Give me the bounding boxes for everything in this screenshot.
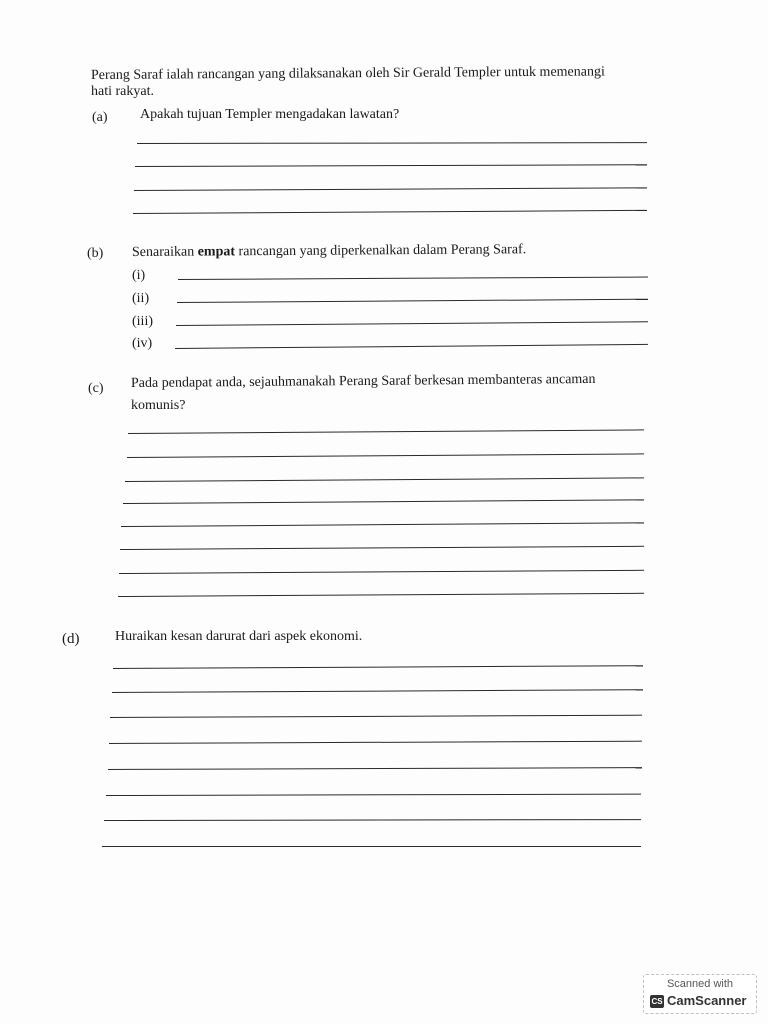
answer-line-d-8[interactable] — [102, 846, 641, 847]
question-b-item-ii: (ii) — [132, 291, 150, 306]
answer-line-c-3[interactable] — [125, 477, 644, 482]
answer-line-c-8[interactable] — [118, 593, 644, 597]
intro-line-2: hati rakyat. — [91, 84, 154, 99]
question-b-item-iv: (iv) — [132, 336, 153, 351]
question-b-text: Senaraikan empat rancangan yang diperkenalkan dalam Perang Saraf. — [131, 242, 527, 260]
answer-line-a-4[interactable] — [133, 210, 647, 214]
answer-line-b-i[interactable] — [178, 277, 648, 280]
answer-line-b-ii[interactable] — [177, 299, 648, 303]
answer-line-a-2[interactable] — [135, 164, 647, 167]
camscanner-logo-icon: CS — [651, 997, 663, 1006]
answer-line-d-1[interactable] — [113, 665, 643, 669]
intro-line-1: Perang Saraf ialah rancangan yang dilaksanakan oleh Sir Gerald Templer untuk memenangi — [90, 64, 605, 83]
question-b-item-iii: (iii) — [132, 314, 153, 329]
question-a-label: (a) — [92, 110, 108, 125]
answer-line-c-2[interactable] — [127, 453, 644, 458]
watermark-brand: CamScanner — [667, 993, 747, 1008]
answer-line-b-iii[interactable] — [176, 321, 648, 326]
question-d-label: (d) — [62, 631, 80, 647]
question-c-line-1: Pada pendapat anda, sejauhmanakah Perang Saraf berkesan membanteras ancaman — [130, 371, 596, 391]
answer-line-a-3[interactable] — [134, 187, 647, 191]
watermark-caption: Scanned with — [666, 978, 734, 990]
camscanner-watermark — [643, 974, 757, 1014]
answer-line-d-7[interactable] — [104, 819, 641, 821]
question-c-line-2: komunis? — [131, 398, 186, 413]
answer-line-c-5[interactable] — [121, 522, 644, 527]
answer-line-a-1[interactable] — [137, 142, 647, 144]
answer-line-d-5[interactable] — [108, 767, 642, 770]
answer-line-c-4[interactable] — [123, 499, 644, 504]
answer-line-d-3[interactable] — [110, 715, 642, 718]
answer-line-d-2[interactable] — [112, 689, 643, 693]
answer-line-b-iv[interactable] — [175, 344, 648, 349]
question-a-text: Apakah tujuan Templer mengadakan lawatan? — [140, 107, 400, 122]
watermark-brand-row — [650, 993, 746, 1008]
answer-line-d-6[interactable] — [106, 794, 641, 796]
question-b-label: (b) — [87, 246, 104, 261]
answer-line-c-6[interactable] — [120, 546, 644, 550]
question-d-text: Huraikan kesan darurat dari aspek ekonomi. — [115, 629, 363, 644]
question-c-label: (c) — [88, 381, 104, 396]
answer-line-c-7[interactable] — [119, 570, 644, 574]
answer-line-c-1[interactable] — [128, 429, 644, 434]
question-b-item-i: (i) — [132, 268, 146, 283]
answer-line-d-4[interactable] — [109, 741, 642, 744]
